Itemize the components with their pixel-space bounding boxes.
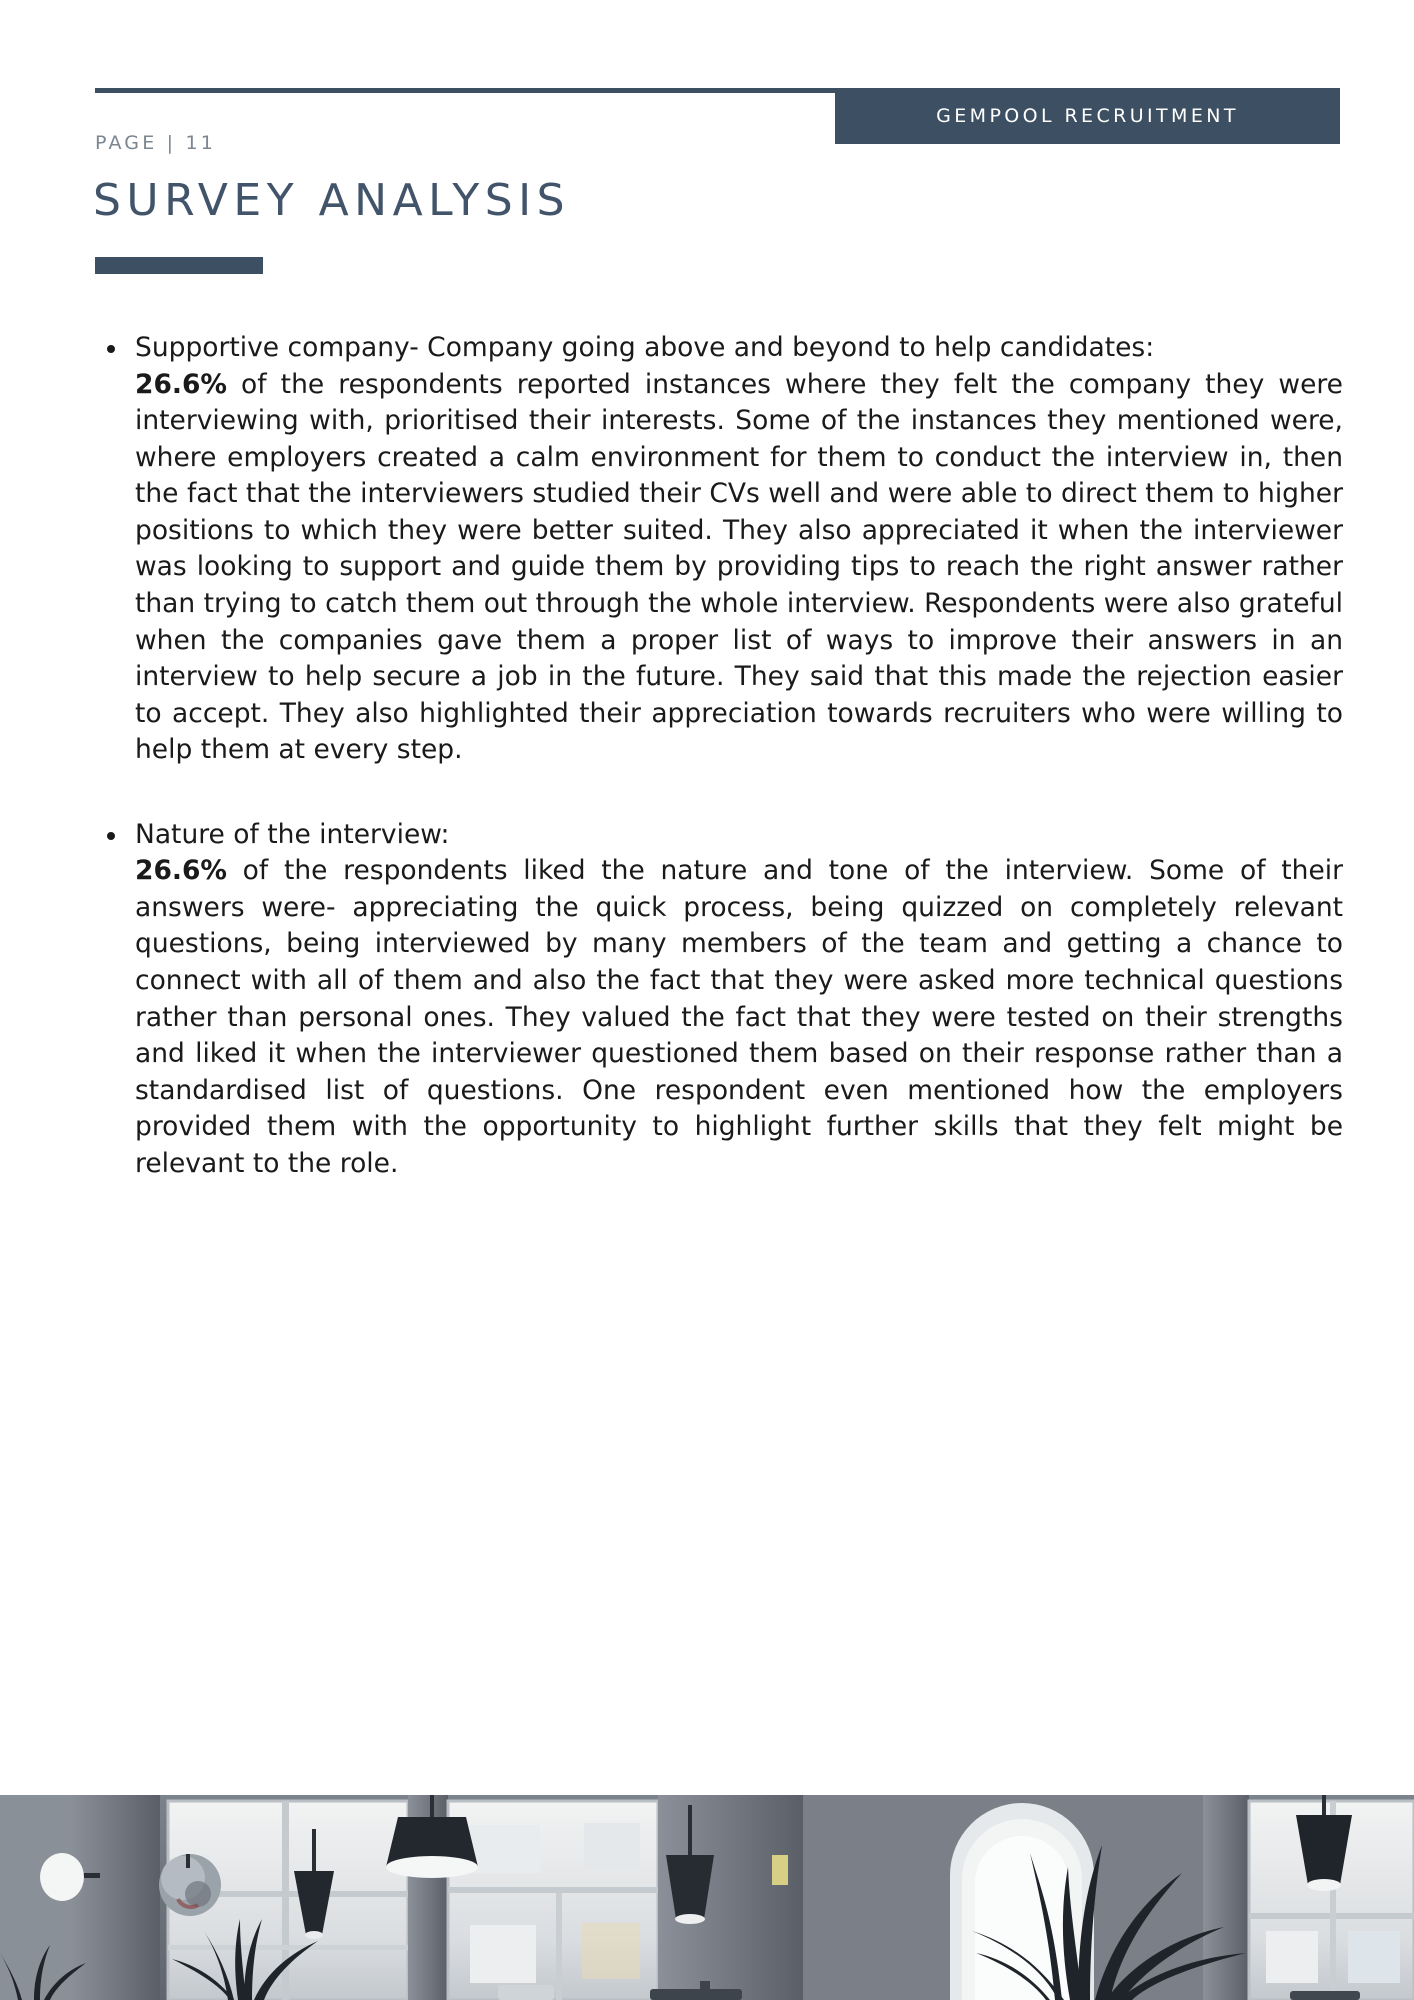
bullet-heading: Nature of the interview: bbox=[135, 818, 450, 850]
bullet-section-supportive-company bbox=[95, 330, 1343, 769]
bullet-body-text: of the respondents reported instances where they felt the company they were interviewing with, prioritised their interests. Some of the instances they mentioned were, where employers created a calm environment for them to conduct the interview in, then the fact that the interviewers studied their CVs well and were able to direct them to higher positions to which they were better suited. They also appreciated it when the interviewer was looking to support and guide them by providing tips to reach the right answer rather than trying to catch them out through the whole interview. Respondents were also grateful when the companies gave them a proper list of ways to improve their answers in an interview to help secure a job in the future. They said that this made the rejection easier to accept. They also highlighted their appreciation towards recruiters who were willing to help them at every step. bbox=[135, 368, 1343, 766]
brand-badge-label: GEMPOOL RECRUITMENT bbox=[936, 105, 1239, 127]
bullet-heading: Supportive company- Company going above and beyond to help candidates: bbox=[135, 332, 1155, 363]
document-body bbox=[95, 330, 1343, 1230]
page-number-label: PAGE | 11 bbox=[95, 132, 217, 154]
page-title: SURVEY ANALYSIS bbox=[93, 175, 571, 226]
brand-badge bbox=[835, 88, 1340, 144]
bullet-body bbox=[135, 367, 1343, 769]
footer-office-photo bbox=[0, 1795, 1414, 2000]
bullet-point-icon bbox=[107, 345, 115, 353]
stat-percentage: 26.6% bbox=[135, 855, 227, 887]
stat-percentage: 26.6% bbox=[135, 368, 227, 400]
bullet-section-nature-of-interview bbox=[95, 817, 1343, 1183]
bullet-point-icon bbox=[107, 832, 115, 840]
bullet-body-text: of the respondents liked the nature and tone of the interview. Some of their answers were- appreciating the quick process, being quizzed on completely relevant questions, being interviewed by many members of the team and getting a chance to connect with all of them and also the fact that they were asked more technical questions rather than personal ones. They valued the fact that they were tested on their strengths and liked it when the interviewer questioned them based on their response rather than a standardised list of questions. One respondent even mentioned how the employers provided them with the opportunity to highlight further skills that they felt might be relevant to the role. bbox=[135, 855, 1343, 1179]
bullet-body bbox=[135, 853, 1343, 1182]
title-accent-bar bbox=[95, 257, 263, 274]
